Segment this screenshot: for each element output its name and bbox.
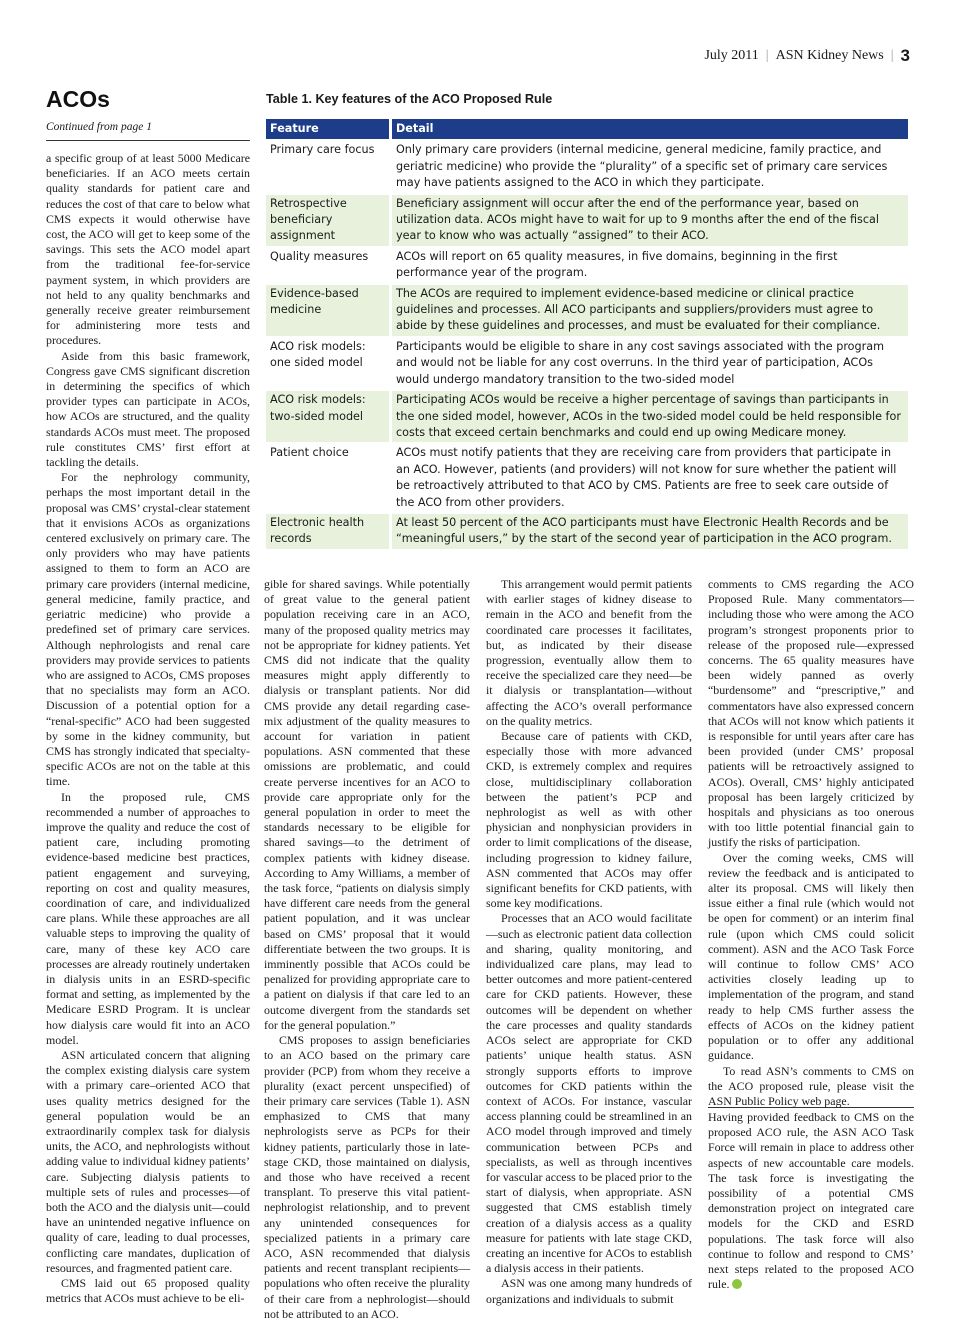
table-row [266, 285, 908, 336]
table-title: Table 1. Key features of the ACO Proposed Rule [266, 92, 553, 106]
feature-cell: Patient choice [270, 446, 349, 460]
sidebar-paragraph [708, 1110, 914, 1292]
paragraph: To read ASN’s comments to CMS on the ACO proposed rule, please visit the ASN Public Policy web page. [708, 1063, 914, 1108]
continued-note: Continued from page 1 [46, 121, 152, 133]
paragraph: In the proposed rule, CMS recommended a number of approaches to improve the quality and reduce the cost of patient care, including promoting evidence-based medicine best practices, patient engagement and surveying, reporting on cost and quality measures, coordination of care, and individualized care plans. While these approaches are all valuable steps to improving the quality of care, many of these key ACO care processes are already routinely undertaken in dialysis units in an ESRD-specific format and setting, as implemented by the Medicare ESRD Program. It is unclear how dialysis care would fit into an ACO model. [46, 789, 250, 1047]
section-title: ACOs [46, 86, 110, 112]
page-header [704, 46, 910, 66]
article-column-1 [46, 151, 250, 1306]
table-row [266, 248, 908, 283]
sidebar-text: Having provided feedback to CMS on the proposed ACO rule, the ASN ACO Task Force will remain in place to address other aspects of new accountable care models. The task force is investigating the possibility of a potential CMS demonstration project on integrated care models for the CKD and ESRD populations. The task force will also continue to follow and respond to CMS’ next steps related to the proposed ACO rule. [708, 1110, 914, 1292]
article-column-2 [264, 577, 470, 1322]
feature-cell: ACO risk models: one sided model [270, 339, 366, 370]
header-separator: | [890, 48, 894, 63]
paragraph: CMS proposes to assign beneficiaries to an ACO based on the primary care provider (PCP) from whom they receive a plurality (exact percent unspecified) of their primary care services (Table 1). ASN emphasized to CMS that many nephrologists serve as PCPs for their kidney patients, particularly those in late-stage CKD, those maintained on dialysis, and those who have received a recent transplant. To preserve this vital patient-nephrologist relationship, and to prevent any unintended consequences for specialized patients in a primary care ACO, ASN recommended that dialysis patients and recent transplant recipients—populations who often receive the plurality of their care from a nephrologist—should not be attributed to an ACO. [264, 1033, 470, 1321]
paragraph: comments to CMS regarding the ACO Proposed Rule. Many commentators—including those who were among the ACO program’s strongest proponents prior to release of the proposed rule—expressed concerns. The 65 quality measures have been widely panned as overly “burdensome” and “prescriptive,” and commentators have also expressed concern that ACOs will not know which patients it is responsible for until years after care has been provided (under CMS’ proposal patients will be retroactively assigned to ACOs). Overall, CMS’ highly anticipated proposal has been largely criticized by hospitals and physicians as too onerous with too little potential financial gain to justify the risks of participation. [708, 577, 914, 850]
feature-cell: Electronic health records [266, 514, 389, 549]
paragraph: For the nephrology community, perhaps the most important detail in the proposal was CMS’ crystal-clear statement that it envisions ACOs as organizations centered exclusively on primary care. The only providers who may have patients assigned to them to form an ACO are primary care providers (internal medicine, general medicine, family practice, and geriatric medicine) who provide a predefined set of primary care services. Although nephrologists and renal care providers may provide services to patients who are assigned to ACOs, CMS proposes that no specialists may form an ACO. Discussion of a potential option for a “renal-specific” ACO had been suggested by some in the kidney community, but CMS has strongly indicated that specialty-specific ACOs are not on the table at this time. [46, 470, 250, 789]
table-header-feature: Feature [266, 119, 389, 139]
paragraph: ASN articulated concern that aligning the complex existing dialysis care system with a primary care–oriented ACO that uses quality metrics designed for the general population would be an extraordinarily complex task for dialysis units, the ACO, and nephrologists without adding value to individual kidney patients’ care. Subjecting dialysis patients to multiple sets of rules and processes—of both the ACO and the dialysis unit—could have an unintended negative influence on quality of care, leading to dual processes, conflicting care mandates, duplication of resources, and fragmented patient care. [46, 1047, 250, 1275]
detail-cell: ACOs must notify patients that they are receiving care from providers that participate in an ACO. However, patients (and providers) will not know for sure whether the patient will be retroactively attributed to that ACO by CMS. Patients are free to seek care outside of the ACO from other providers. [389, 444, 908, 512]
detail-cell: Only primary care providers (internal medicine, general medicine, family practice, and geriatric medicine) who provide the “plurality” of a specific set of primary care services may have patients assigned to the ACO in which they participate. [389, 141, 908, 192]
table-row [266, 391, 908, 442]
publication-name: ASN Kidney News [775, 48, 884, 63]
detail-cell: The ACOs are required to implement evidence-based medicine or clinical practice guidelines and processes. All ACO participants and suppliers/providers must agree to abide by these guidelines and processes, and must be evaluated for their compliance. [389, 285, 908, 336]
table-row [266, 444, 908, 512]
table-header-detail: Detail [389, 119, 908, 139]
table-header-row [266, 119, 908, 139]
detail-cell: At least 50 percent of the ACO participants must have Electronic Health Records and be “meaningful users,” by the start of the second year of participation in the ACO program. [389, 514, 908, 549]
feature-cell: Quality measures [270, 249, 369, 263]
paragraph: Processes that an ACO would facilitate—such as electronic patient data collection and sharing, quality monitoring, and individualized care plans, may lead to better outcomes and more patient-centered care for CKD patients. However, these outcomes will be dependent on whether the care processes and quality standards ACOs select are appropriate for CKD patients’ unique health status. ASN strongly supports efforts to improve outcomes for CKD patients within the context of ACOs. For instance, vascular access planning could be streamlined in an ACO model through improved and timely communication between PCPs and specialists, as well as through incentives for vascular access to be placed prior to the start of dialysis, when appropriate. ASN suggested that CMS establish timely creation of a dialysis access as a quality measure for patients with late stage CKD, creating an incentive for ACOs to establish a dialysis access in their patients. [486, 911, 693, 1276]
page-number: 3 [900, 46, 910, 65]
feature-cell: Retrospective beneficiary assignment [266, 195, 389, 246]
paragraph: Aside from this basic framework, Congress gave CMS significant discretion in determining the specifics of which provider types can participate in ACOs, how ACOs are structured, and the quality standards ACOs must meet. The proposed rule constitutes CMS’ first effort at tackling the details. [46, 348, 250, 470]
paragraph: a specific group of at least 5000 Medicare beneficiaries. If an ACO meets certain quality standards for patient care and reduces the cost of that care to below what CMS expects it would otherwise have cost, the ACO will get to keep some of the savings. This sets the ACO model apart from the traditional fee-for-service payment system, in which providers are not held to any quality benchmarks and generally receive greater reimbursement for administering more tests and procedures. [46, 151, 250, 348]
paragraph: This arrangement would permit patients with earlier stages of kidney disease to remain in the ACO and benefit from the coordinated care processes it facilitates, but, as indicated by their disease progression, eventually allow them to receive the specialized care they need—be it dialysis or transplantation—without affecting the ACO’s overall performance on the quality metrics. [486, 577, 692, 728]
paragraph: CMS laid out 65 proposed quality metrics that ACOs must achieve to be eli- [46, 1276, 250, 1306]
detail-cell: ACOs will report on 65 quality measures, in five domains, beginning in the first performance year of the program. [389, 248, 908, 283]
table-row [266, 195, 908, 246]
detail-cell: Participants would be eligible to share in any cost savings associated with the program and would not be liable for any cost overruns. In the third year of participation, ACOs would undergo mandatory transition to the two-sided model [389, 338, 908, 389]
table-row [266, 514, 908, 549]
article-column-3 [486, 577, 692, 1307]
table-row [266, 141, 908, 192]
feature-cell: Evidence-based medicine [266, 285, 389, 336]
detail-cell: Participating ACOs would be receive a higher percentage of savings than participants in the one sided model, however, ACOs in the two-sided model could be held responsible for costs that exceed certain benchmarks and could end up owing Medicare money. [389, 391, 908, 442]
sidebar-rule [708, 1107, 914, 1108]
paragraph: gible for shared savings. While potentially of great value to the general patient population receiving care in an ACO, many of the proposed quality metrics may not be appropriate for kidney patients. Yet CMS did not indicate that the quality measures might apply differently to dialysis or transplant patients. Nor did CMS provide any detail regarding case-mix adjustment of the quality measures to account for variation in patient populations. ASN commented that these omissions are problematic, and could create perverse incentives for an ACO to provide care appropriate only for the general population in order to meet the standards necessary to be eligible for shared savings—to the detriment of complex patients with kidney disease. According to Amy Williams, a member of the task force, “patients on dialysis simply have different care needs from the general patient population, and it was unclear based on CMS’ proposal that it would differentiate between the two groups. It is imminently possible that ACOs could be penalized for providing appropriate care to a patient on dialysis if that care led to an outcome divergent from the standards set for the general population.” [264, 577, 470, 1032]
aco-features-table [266, 117, 908, 551]
paragraph: Because care of patients with CKD, especially those with more advanced CKD, is extremely complex and requires close, multidisciplinary collaboration between the patient’s PCP and nephrologist as well as with other physician and nonphysician providers in order to limit complications of the disease, including progression to kidney failure, ASN commented that ACOs may offer significant benefits for CKD patients, with some key modifications. [486, 729, 692, 911]
detail-cell: Beneficiary assignment will occur after the end of the performance year, based on utilization data. ACOs might have to wait for up to 9 months after the end of the fiscal year to know who was actually “assigned” to their ACO. [389, 195, 908, 246]
feature-cell: ACO risk models: two-sided model [266, 391, 389, 442]
end-mark-icon [732, 1279, 742, 1289]
feature-cell: Primary care focus [270, 143, 375, 157]
issue-date: July 2011 [704, 48, 759, 63]
paragraph: Over the coming weeks, CMS will review the feedback and is anticipated to alter its proposal. CMS will likely then issue either a final rule (which would not be open for comment) or an interim final rule (upon which CMS could solicit comment). ASN and the ACO Task Force will continue to follow CMS’ ACO activities closely leading up to implementation of the program, and stand ready to help CMS further assess the effects of ACOs on the kidney patient population or to offer any additional guidance. [708, 850, 914, 1063]
paragraph: ASN was one among many hundreds of organizations and individuals to submit [486, 1276, 692, 1306]
header-separator: | [765, 48, 769, 63]
table-row [266, 338, 908, 389]
sidebar-note [708, 1110, 914, 1292]
section-rule [46, 140, 250, 141]
article-column-4 [708, 577, 914, 1109]
